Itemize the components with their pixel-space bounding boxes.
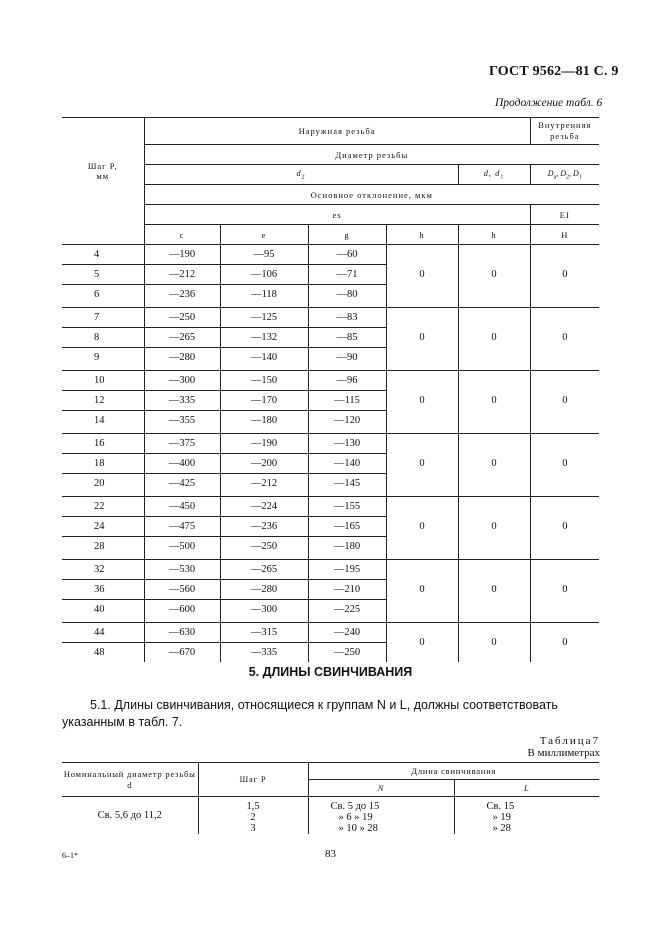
c-cell: —280 [144, 348, 220, 368]
h2-cell: 0 [458, 245, 530, 305]
pitch-cell: 4 [62, 245, 144, 265]
g-cell: —195 [308, 560, 386, 580]
pitch-cell: 44 [62, 623, 144, 643]
g-cell: —140 [308, 454, 386, 474]
table-6-body [62, 245, 599, 663]
t7-n-cell: Св. 5 до 15 » 6 » 19 » 10 » 28 [308, 797, 454, 835]
g-cell: —210 [308, 580, 386, 600]
c-cell: —670 [144, 643, 220, 663]
e-cell: —190 [220, 434, 308, 454]
H-cell: 0 [530, 245, 599, 305]
es-header: es [144, 205, 530, 225]
H-cell: 0 [530, 434, 599, 494]
section-paragraph: 5.1. Длины свинчивания, относящиеся к группам N и L, должны соответствовать указанным в табл. 7. [62, 698, 558, 729]
table-7-caption: Таблица7 [539, 735, 600, 747]
table-7-label [528, 735, 600, 759]
g-cell: —145 [308, 474, 386, 494]
c-cell: —212 [144, 265, 220, 285]
table-row [62, 497, 599, 517]
footer-mark: 6–1* [62, 851, 78, 860]
c-cell: —400 [144, 454, 220, 474]
table-row [62, 308, 599, 328]
c-cell: —236 [144, 285, 220, 305]
g-cell: —90 [308, 348, 386, 368]
t7-pitch-cell: 1,5 2 3 [198, 797, 308, 835]
pitch-cell: 5 [62, 265, 144, 285]
g-cell: —96 [308, 371, 386, 391]
t7-length-header: Длина свинчивания [308, 763, 599, 780]
pitch-cell: 12 [62, 391, 144, 411]
pitch-header: Шаг P, мм [62, 118, 144, 225]
e-cell: —150 [220, 371, 308, 391]
c-cell: —630 [144, 623, 220, 643]
e-cell: —236 [220, 517, 308, 537]
g-cell: —240 [308, 623, 386, 643]
t7-diameter-header: Номинальный диаметр резьбы d [62, 763, 198, 797]
h2-cell: 0 [458, 623, 530, 663]
H-cell: 0 [530, 497, 599, 557]
pitch-cell: 18 [62, 454, 144, 474]
table-row [62, 371, 599, 391]
col-c-header: c [144, 225, 220, 245]
c-cell: —530 [144, 560, 220, 580]
h2-cell: 0 [458, 434, 530, 494]
page-number: 83 [325, 848, 336, 860]
pitch-cell: 22 [62, 497, 144, 517]
g-cell: —130 [308, 434, 386, 454]
e-cell: —250 [220, 537, 308, 557]
g-cell: —80 [308, 285, 386, 305]
pitch-cell: 7 [62, 308, 144, 328]
H-cell: 0 [530, 623, 599, 663]
h-cell: 0 [386, 245, 458, 305]
h2-cell: 0 [458, 308, 530, 368]
pitch-cell: 14 [62, 411, 144, 431]
table-6 [62, 117, 599, 662]
ei-header: EI [530, 205, 599, 225]
c-cell: —425 [144, 474, 220, 494]
d-d1-header: d, $d_1$ [458, 165, 530, 185]
pitch-cell: 32 [62, 560, 144, 580]
c-cell: —300 [144, 371, 220, 391]
table-7 [62, 762, 599, 834]
col-e-header: e [220, 225, 308, 245]
g-cell: —250 [308, 643, 386, 663]
e-cell: —118 [220, 285, 308, 305]
e-cell: —315 [220, 623, 308, 643]
internal-thread-header: Внутренняя резьба [530, 118, 599, 145]
g-cell: —83 [308, 308, 386, 328]
c-cell: —500 [144, 537, 220, 557]
document-reference: ГОСТ 9562—81 С. 9 [489, 64, 619, 79]
g-cell: —115 [308, 391, 386, 411]
e-cell: —180 [220, 411, 308, 431]
pitch-cell: 48 [62, 643, 144, 663]
pitch-cell: 8 [62, 328, 144, 348]
basic-deviation-header: Основное отклонение, мкм [144, 185, 599, 205]
e-cell: —212 [220, 474, 308, 494]
g-cell: —85 [308, 328, 386, 348]
e-cell: —125 [220, 308, 308, 328]
H-cell: 0 [530, 308, 599, 368]
c-cell: —600 [144, 600, 220, 620]
g-cell: —180 [308, 537, 386, 557]
external-thread-header: Наружная резьба [144, 118, 530, 145]
d2-header: $d_2$ [144, 165, 458, 185]
pitch-cell: 40 [62, 600, 144, 620]
h2-cell: 0 [458, 560, 530, 620]
pitch-cell: 6 [62, 285, 144, 305]
g-cell: —60 [308, 245, 386, 265]
t7-diameter-cell: Св. 5,6 до 11,2 [97, 810, 162, 821]
diameter-header: Диаметр резьбы [144, 145, 599, 165]
e-cell: —300 [220, 600, 308, 620]
t7-l-cell: Св. 15 » 19 » 28 [454, 797, 599, 835]
internal-diameters-header: $D_а$, $D_2$, $D_1$ [530, 165, 599, 185]
h-cell: 0 [386, 308, 458, 368]
c-cell: —190 [144, 245, 220, 265]
pitch-cell: 20 [62, 474, 144, 494]
c-cell: —375 [144, 434, 220, 454]
e-cell: —224 [220, 497, 308, 517]
col-h2-header: h [458, 225, 530, 245]
pitch-cell: 28 [62, 537, 144, 557]
table-row [62, 434, 599, 454]
e-cell: —265 [220, 560, 308, 580]
e-cell: —140 [220, 348, 308, 368]
pitch-cell: 9 [62, 348, 144, 368]
h-cell: 0 [386, 497, 458, 557]
table-7-unit: В миллиметрах [527, 747, 600, 759]
col-h-header: h [386, 225, 458, 245]
c-cell: —355 [144, 411, 220, 431]
table-row [62, 623, 599, 643]
c-cell: —475 [144, 517, 220, 537]
e-cell: —106 [220, 265, 308, 285]
e-cell: —280 [220, 580, 308, 600]
e-cell: —132 [220, 328, 308, 348]
g-cell: —165 [308, 517, 386, 537]
g-cell: —155 [308, 497, 386, 517]
table-row [62, 245, 599, 265]
c-cell: —560 [144, 580, 220, 600]
c-cell: —250 [144, 308, 220, 328]
table-row [62, 560, 599, 580]
pitch-subheader-empty [62, 225, 144, 245]
h2-cell: 0 [458, 497, 530, 557]
e-cell: —335 [220, 643, 308, 663]
table-continuation-label: Продолжение табл. 6 [495, 97, 603, 109]
h-cell: 0 [386, 560, 458, 620]
g-cell: —225 [308, 600, 386, 620]
H-cell: 0 [530, 560, 599, 620]
e-cell: —95 [220, 245, 308, 265]
e-cell: —170 [220, 391, 308, 411]
c-cell: —450 [144, 497, 220, 517]
h-cell: 0 [386, 371, 458, 431]
section-heading: 5. ДЛИНЫ СВИНЧИВАНИЯ [248, 665, 413, 679]
c-cell: —335 [144, 391, 220, 411]
t7-n-header: N [308, 780, 454, 797]
col-g-header: g [308, 225, 386, 245]
t7-pitch-header: Шаг P [198, 763, 308, 797]
e-cell: —200 [220, 454, 308, 474]
pitch-cell: 16 [62, 434, 144, 454]
t7-l-header: L [454, 780, 599, 797]
h2-cell: 0 [458, 371, 530, 431]
pitch-cell: 24 [62, 517, 144, 537]
h-cell: 0 [386, 434, 458, 494]
h-cell: 0 [386, 623, 458, 663]
g-cell: —71 [308, 265, 386, 285]
g-cell: —120 [308, 411, 386, 431]
col-H-header: H [530, 225, 599, 245]
H-cell: 0 [530, 371, 599, 431]
c-cell: —265 [144, 328, 220, 348]
pitch-cell: 36 [62, 580, 144, 600]
pitch-cell: 10 [62, 371, 144, 391]
